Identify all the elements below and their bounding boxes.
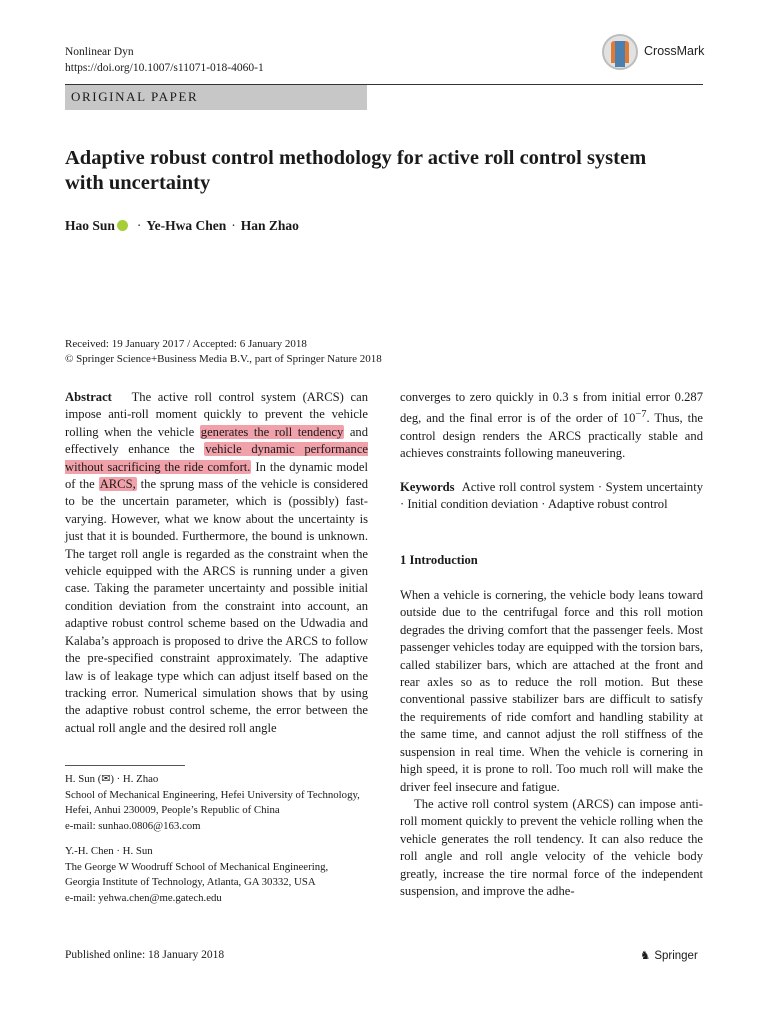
footnote-rule bbox=[65, 765, 185, 766]
highlight-2[interactable]: vehicle dynamic performance without sacrificing the ride comfort. bbox=[65, 442, 369, 474]
doi-link[interactable]: https://doi.org/10.1007/s11071-018-4060-1 bbox=[65, 62, 264, 74]
author-3[interactable]: Han Zhao bbox=[240, 218, 299, 233]
paper-type: ORIGINAL PAPER bbox=[71, 89, 199, 104]
publisher-logo bbox=[640, 948, 698, 962]
abstract-continued: converges to zero quickly in 0.3 s from initial error 0.287 deg, and the final error is of the order of $10^{-7}$. Thus, the control design renders the ARCS practically stable and achieves constraints following maneuvering. bbox=[400, 390, 703, 461]
orcid-icon[interactable] bbox=[117, 220, 128, 231]
intro-paragraph-1: When a vehicle is cornering, the vehicle body leans toward outside due to the centrifugal force and this roll motion degrades the driving comfort that the passenger feels. Most passenger vehicles today are equipped with the torsion bars, called stabilizer bars, which are attached at the front and rear axles so as to reduce the roll motion. But these conventional passive stabilizer bars are difficult to satisfy the requirements of ride comfort and handling stability at the same time, and cannot adjust the roll stiffness of the suspension in real time. When the vehicle is cornering in high speed, it is prone to roll. Too much roll will make the driver feel insecure and fatigue. bbox=[400, 588, 703, 794]
abstract-text: Abstract The active roll control system (ARCS) can impose anti-roll moment quickly to prevent the vehicle rolling when the vehicle generates the roll tendency and effectively enhance the vehicle dynamic performance without sacrificing the ride comfort. In the dynamic model of the ARCS, the sprung mass of the vehicle is considered to be the uncertain parameter, which is (possibly) fast-varying. However, what we know about the uncertainty is just that it is bounded. Furthermore, the bound is unknown. The target roll angle is regarded as the constraint when the vehicle equipped with the ARCS is running under a given case. Taking the parameter uncertainty and possible initial condition deviation from the constraint into account, an adaptive robust control scheme based on the Udwadia and Kalaba’s approach is proposed to drive the ARCS to follow the pre-specified constraint approximately. The adaptive law is of leakage type which can adjust itself based on the tracking error. Numerical simulation shows that by using the adaptive robust control scheme, the error between the actual roll angle and the desired roll angle bbox=[65, 390, 369, 735]
author-list: Hao Sun · Ye-Hwa Chen · Han Zhao bbox=[65, 218, 299, 233]
copyright: © Springer Science+Business Media B.V., part of Springer Nature 2018 bbox=[65, 353, 382, 365]
author-1[interactable]: Hao Sun bbox=[65, 218, 115, 233]
keywords-label: Keywords bbox=[400, 479, 455, 494]
paper-type-band bbox=[65, 85, 367, 110]
keywords: Keywords Active roll control system · System uncertainty · Initial condition deviation · Adaptive robust control bbox=[400, 479, 704, 512]
journal-name: Nonlinear Dyn bbox=[65, 46, 134, 58]
springer-horse-icon: ♞ bbox=[640, 950, 651, 962]
dates-block bbox=[65, 337, 382, 367]
abstract-left bbox=[65, 389, 368, 737]
highlight-1[interactable]: generates the roll tendency bbox=[200, 424, 344, 439]
crossmark-label: CrossMark bbox=[644, 44, 705, 58]
published-date: Published online: 18 January 2018 bbox=[65, 949, 225, 961]
journal-header bbox=[65, 44, 264, 76]
section-heading: 1 Introduction bbox=[400, 552, 478, 567]
abstract-label: Abstract bbox=[65, 390, 112, 404]
author-2[interactable]: Ye-Hwa Chen bbox=[146, 218, 227, 233]
highlight-3[interactable]: ARCS, bbox=[99, 477, 136, 492]
affiliation-1: H. Sun (✉) · H. Zhao School of Mechanical Engineering, Hefei University of Technology, Hefei, Anhui 230009, People’s Republic of China e-mail: sunhao.0806@163.com bbox=[65, 773, 360, 832]
paper-title: Adaptive robust control methodology for active roll control system with uncertainty bbox=[65, 147, 647, 194]
publisher-name: Springer bbox=[654, 950, 698, 962]
right-column bbox=[400, 389, 703, 900]
affiliation-2: Y.-H. Chen · H. Sun The George W Woodruff School of Mechanical Engineering, Georgia Institute of Technology, Atlanta, GA 30332, USA e-mail: yehwa.chen@me.gatech.edu bbox=[65, 845, 329, 904]
intro-paragraph-2: The active roll control system (ARCS) can impose anti-roll moment quickly to prevent the vehicle rolling when the vehicle generates the roll tendency. It can also reduce the roll angle and roll angle velocity of the vehicle body greatly, increase the tire normal force of the independent suspension, and improve the adhe- bbox=[400, 796, 703, 898]
received-date: Received: 19 January 2017 / Accepted: 6 January 2018 bbox=[65, 338, 307, 350]
email-1[interactable]: e-mail: sunhao.0806@163.com bbox=[65, 819, 201, 832]
crossmark-icon bbox=[602, 34, 638, 70]
crossmark-badge[interactable] bbox=[602, 34, 705, 72]
email-2[interactable]: e-mail: yehwa.chen@me.gatech.edu bbox=[65, 891, 222, 904]
affiliations bbox=[65, 772, 365, 916]
